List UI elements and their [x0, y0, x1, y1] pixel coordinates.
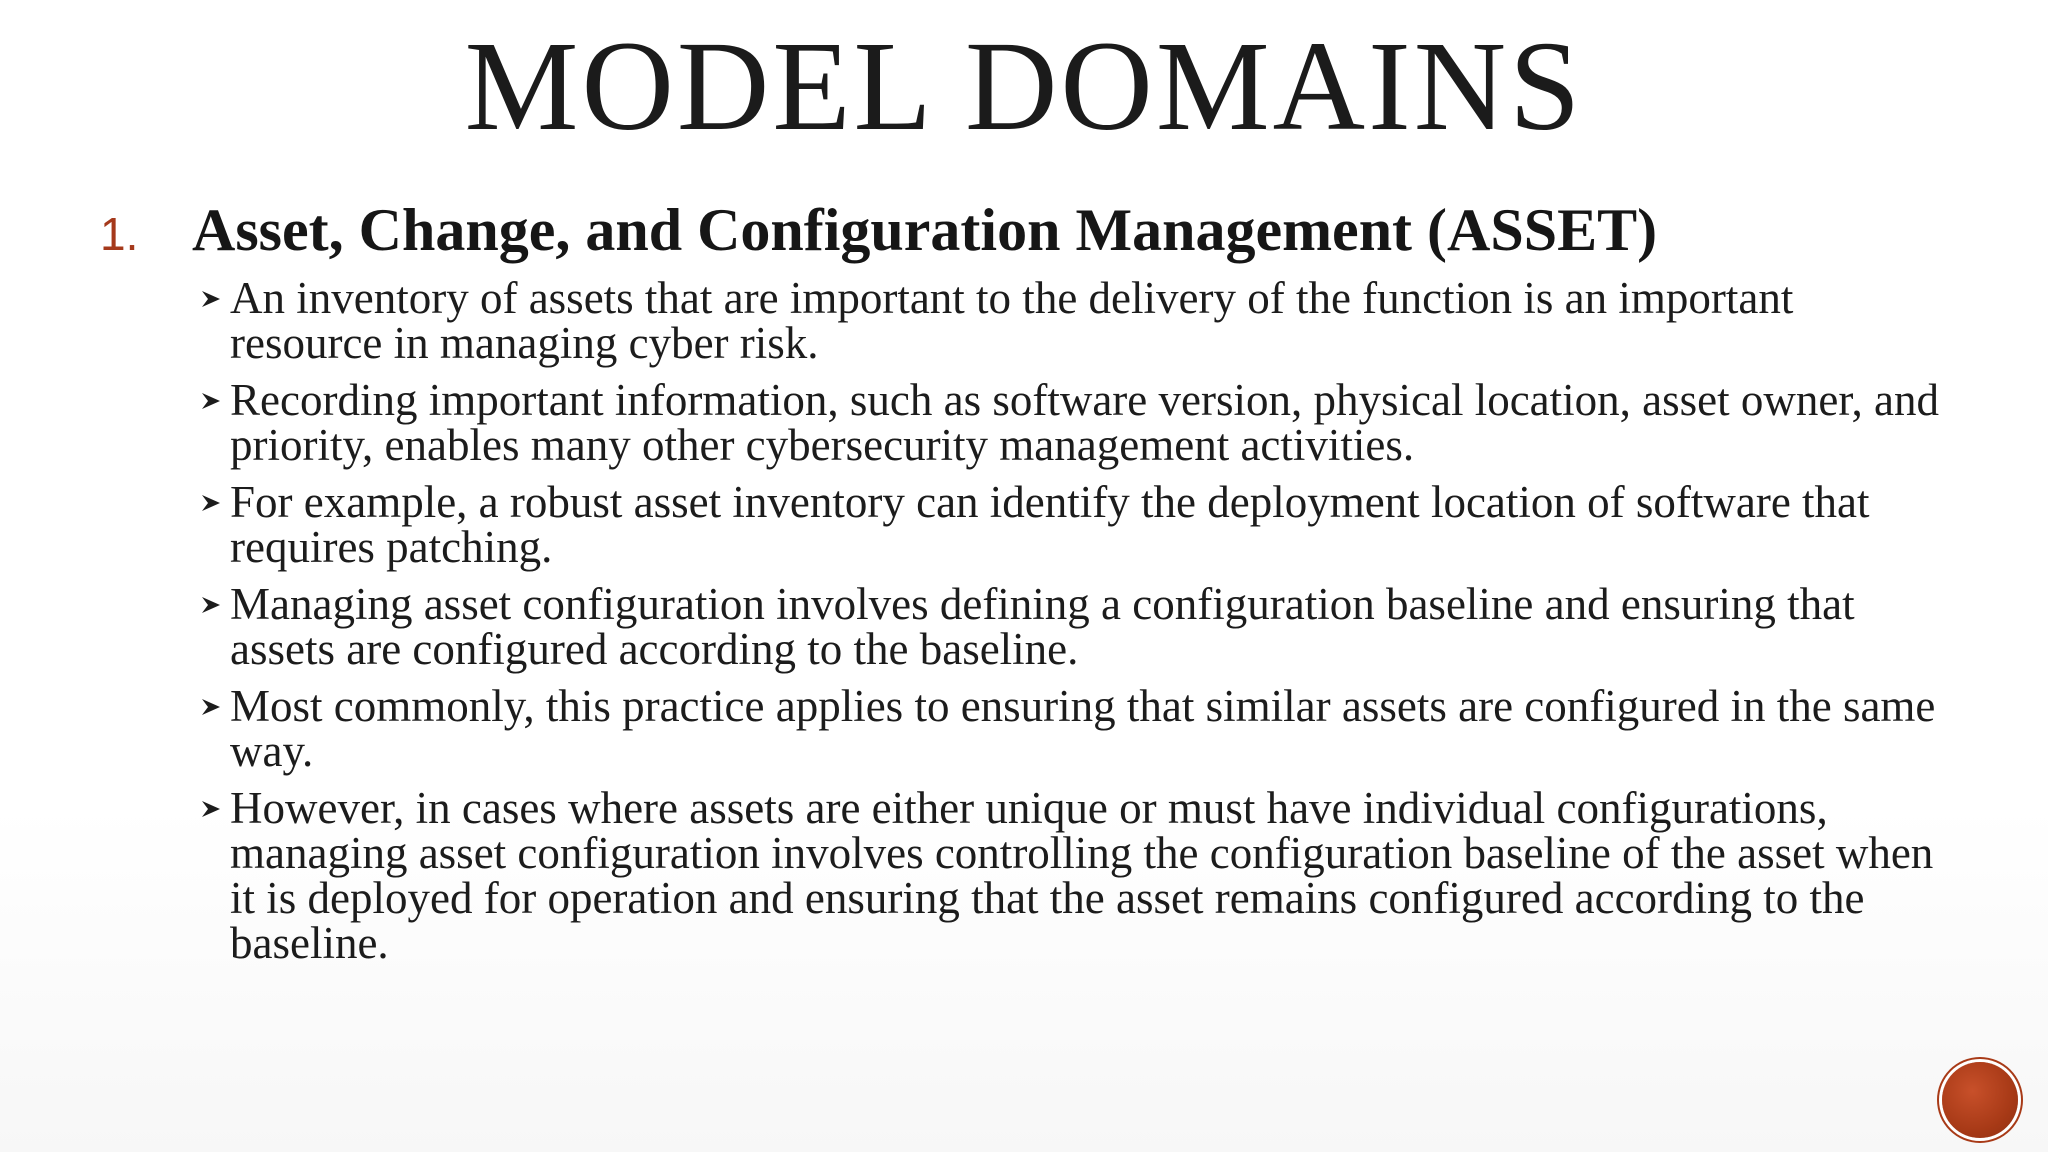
section-heading	[100, 196, 1657, 265]
bullet-text: Recording important information, such as software version, physical location, asset owner, and priority, enables many other cybersecurity management activities.	[230, 375, 1940, 470]
arrow-right-bullet-icon	[200, 696, 222, 718]
arrow-right-bullet-icon	[200, 798, 222, 820]
arrow-right-bullet-icon	[200, 288, 222, 310]
arrow-right-bullet-icon	[200, 594, 222, 616]
bullet-item	[200, 783, 1940, 968]
bullet-item	[200, 375, 1940, 470]
bullet-text: Managing asset configuration involves defining a configuration baseline and ensuring that assets are configured according to the baseline.	[230, 579, 1855, 674]
section-heading-text: Asset, Change, and Configuration Management (ASSET)	[192, 197, 1658, 263]
bullet-text: Most commonly, this practice applies to ensuring that similar assets are configured in the same way.	[230, 681, 1936, 776]
bullet-item	[200, 681, 1940, 776]
bullet-item	[200, 273, 1940, 368]
bullet-item	[200, 579, 1940, 674]
corner-circle-decoration	[1942, 1062, 2018, 1138]
bullet-text: However, in cases where assets are either unique or must have individual configurations, managing asset configuration involves controlling the configuration baseline of the asset when it is deployed for operation and ensuring that the asset remains configured according to the baseline.	[230, 783, 1934, 968]
section-number: 1.	[100, 208, 139, 260]
arrow-right-bullet-icon	[200, 492, 222, 514]
arrow-right-bullet-icon	[200, 390, 222, 412]
bullet-text: An inventory of assets that are important to the delivery of the function is an important resource in managing cyber risk.	[230, 273, 1794, 368]
bullet-item	[200, 477, 1940, 572]
bullet-list	[200, 273, 1940, 978]
slide-title: MODEL DOMAINS	[464, 15, 1584, 157]
bullet-text: For example, a robust asset inventory can identify the deployment location of software that requires patching.	[230, 477, 1870, 572]
